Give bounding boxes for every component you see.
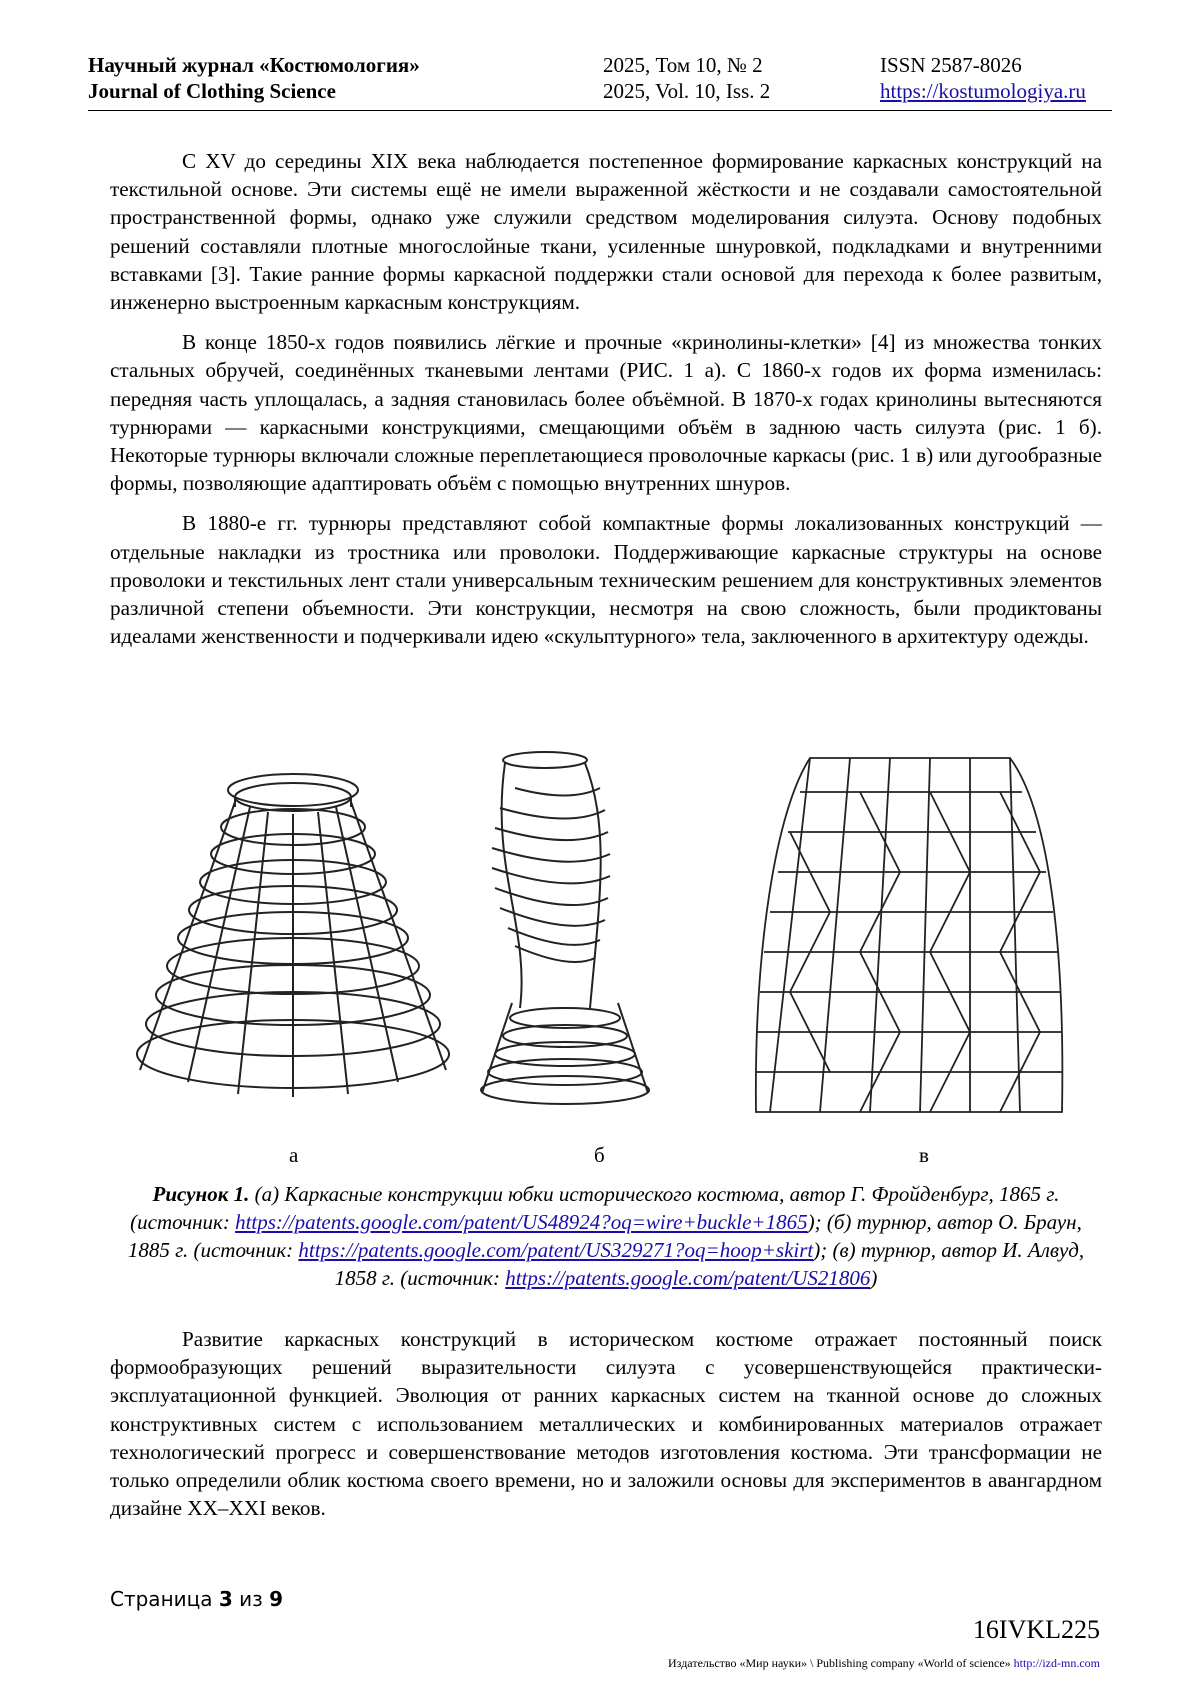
source-link-a[interactable]: https://patents.google.com/patent/US48924?oq=wire+buckle+1865 xyxy=(235,1210,808,1234)
paragraph-3: В 1880-е гг. турнюры представляют собой компактные формы локализованных конструкций — отдельные накладки из тростника или проволоки. Поддерживающие каркасные структуры на основе проволоки и текстильных лент стали универсальным техническим решением для конструктивных элементов различной степени объемности. Эти конструкции, несмотря на свою сложность, были продиктованы идеалами женственности и подчеркивали идею «скульптурного» тела, заключенного в архитектуру одежды. xyxy=(110,511,1102,649)
caption-end: ) xyxy=(870,1266,878,1290)
page-word: Страница xyxy=(110,1587,213,1611)
journal-name-ru: Научный журнал «Костюмология» xyxy=(88,53,420,77)
body-text-top xyxy=(110,147,1102,662)
figure-label-a: а xyxy=(289,1143,299,1167)
page-number xyxy=(110,1587,283,1611)
caption-part-a: (а) Каркасные конструкции юбки исторического костюма, автор Г. Фройденбург, 1865 г. (источник: xyxy=(130,1182,1060,1234)
caption-part-c: ); (в) турнюр, автор И. Алвуд, 1858 г. (источник: xyxy=(334,1238,1085,1290)
journal-title-block xyxy=(88,52,420,104)
source-link-c[interactable]: https://patents.google.com/patent/US21806 xyxy=(505,1266,871,1290)
issn-block xyxy=(880,52,1086,104)
paragraph-2: В конце 1850-х годов появились лёгкие и прочные «кринолины-клетки» [4] из множества тонких стальных обручей, соединённых тканевыми лентами (РИС. 1 а). С 1860-х годов их форма изменилась: передняя часть уплощалась, а задняя становилась более объёмной. В 1870-х годах кринолины вытесняются турнюрами — каркасными конструкциями, смещающими объём в заднюю часть силуэта (рис. 1 б). Некоторые турнюры включали сложные переплетающиеся проволочные каркасы (рис. 1 в) или дугообразные формы, позволяющие адаптировать объём с помощью внутренних шнуров. xyxy=(110,330,1102,496)
of-word: из xyxy=(239,1587,263,1611)
lattice-bustle-illustration xyxy=(750,752,1070,1118)
body-text-bottom xyxy=(110,1325,1102,1534)
journal-name-en: Journal of Clothing Science xyxy=(88,79,336,103)
caption-title: Рисунок 1. xyxy=(152,1182,250,1206)
issue-ru: 2025, Том 10, № 2 xyxy=(603,53,763,77)
figure-caption xyxy=(110,1180,1102,1292)
caption-part-b: ); (б) турнюр, автор О. Браун, 1885 г. (источник: xyxy=(127,1210,1082,1262)
publisher-link[interactable]: http://izd-mn.com xyxy=(1013,1656,1100,1670)
publisher-name: Издательство «Мир науки» \ Publishing company «World of science» xyxy=(668,1656,1011,1670)
paragraph-4: Развитие каркасных конструкций в историческом костюме отражает постоянный поиск формообразующих решений выразительности силуэта с усовершенствующейся практически-эксплуатационной функцией. Эволюция от ранних каркасных систем на тканной основе до сложных конструктивных систем с использованием металлических и комбинированных материалов отражает технологический прогресс и совершенствование методов изготовления костюма. Эти трансформации не только определили облик костюма своего времени, но и заложили основы для экспериментов в авангардном дизайне XX–XXI веков. xyxy=(110,1327,1102,1521)
page-current: 3 xyxy=(218,1587,233,1611)
header-divider xyxy=(88,110,1112,111)
paragraph-1: С XV до середины XIX века наблюдается постепенное формирование каркасных конструкций на текстильной основе. Эти системы ещё не имели выраженной жёсткости и не создавали самостоятельной пространственной формы, однако уже служили средством моделирования силуэта. Основу подобных решений составляли плотные многослойные ткани, усиленные шнуровкой, подкладками и внутренними вставками [3]. Такие ранние формы каркасной поддержки стали основой для перехода к более развитым, инженерно выстроенным каркасным конструкциям. xyxy=(110,149,1102,315)
crinoline-cage-illustration xyxy=(128,752,458,1118)
figure-label-c: в xyxy=(919,1143,929,1167)
figure-1 xyxy=(0,752,1200,1134)
issue-en: 2025, Vol. 10, Iss. 2 xyxy=(603,79,771,103)
issn: ISSN 2587-8026 xyxy=(880,53,1022,77)
bustle-illustration xyxy=(470,748,670,1118)
issue-block xyxy=(603,52,770,104)
publisher-line xyxy=(668,1656,1100,1671)
article-code: 16IVKL225 xyxy=(972,1615,1100,1644)
journal-url-link[interactable]: https://kostumologiya.ru xyxy=(880,79,1086,103)
page-total: 9 xyxy=(269,1587,284,1611)
source-link-b[interactable]: https://patents.google.com/patent/US329271?oq=hoop+skirt xyxy=(298,1238,814,1262)
figure-label-b: б xyxy=(594,1143,605,1167)
